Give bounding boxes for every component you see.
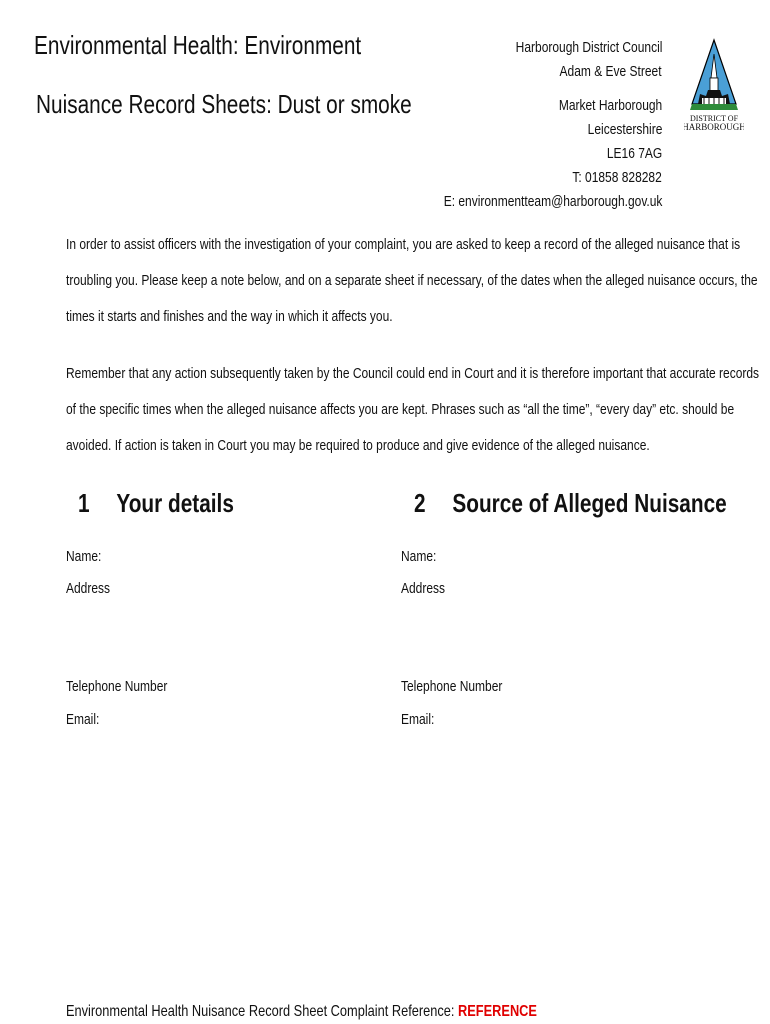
document-title-line-2: Nuisance Record Sheets: Dust or smoke — [36, 89, 412, 119]
source-address-field[interactable]: Address — [401, 580, 446, 597]
address-line: Harborough District Council — [515, 39, 662, 56]
source-name-field[interactable]: Name: — [401, 548, 437, 565]
section-2-number: 2 — [414, 488, 426, 518]
complaint-reference: REFERENCE — [458, 1003, 537, 1020]
footer-reference — [66, 1003, 655, 1021]
your-telephone-field[interactable]: Telephone Number — [66, 678, 168, 695]
church-spire-icon — [684, 38, 744, 134]
logo-text-line-2: HARBOROUGH — [684, 122, 744, 132]
council-address — [332, 38, 662, 216]
address-line: Market Harborough — [558, 97, 662, 114]
footer-label: Environmental Health Nuisance Record Sheet Complaint Reference: — [66, 1003, 459, 1020]
address-line: LE16 7AG — [606, 145, 662, 162]
intro-paragraph-1: In order to assist officers with the investigation of your complaint, you are asked to keep a record of the alleged nuisance that is troubling you. Please keep a note below, and on a separate sheet if necessary, of the dates when the alleged nuisance occurs, the times it starts and finishes and the way in which it affects you. — [66, 236, 758, 325]
your-address-field[interactable]: Address — [66, 580, 111, 597]
source-email-field[interactable]: Email: — [401, 711, 435, 728]
document-title-line-1: Environmental Health: Environment — [34, 30, 362, 60]
source-telephone-field[interactable]: Telephone Number — [401, 678, 503, 695]
phone-line: T: 01858 828282 — [572, 169, 662, 186]
address-line: Adam & Eve Street — [559, 63, 662, 80]
harborough-logo — [684, 38, 744, 134]
your-name-field[interactable]: Name: — [66, 548, 102, 565]
section-1-heading — [78, 488, 273, 519]
section-1-number: 1 — [78, 488, 90, 518]
section-1-title: Your details — [116, 488, 234, 518]
section-2-title: Source of Alleged Nuisance — [452, 488, 727, 518]
your-email-field[interactable]: Email: — [66, 711, 100, 728]
logo-text-line-1: DISTRICT OF — [689, 114, 739, 123]
address-line: Leicestershire — [587, 121, 662, 138]
email-line: E: environmentteam@harborough.gov.uk — [443, 193, 662, 210]
section-2-heading — [414, 488, 770, 519]
intro-paragraph-2: Remember that any action subsequently taken by the Council could end in Court and it is therefore important that accurate records of the specific times when the alleged nuisance affects you are kept. Phrases such as “all the time”, “every day” etc. should be avoided. If action is taken in Court you may be required to produce and give evidence of the alleged nuisance. — [66, 365, 760, 454]
